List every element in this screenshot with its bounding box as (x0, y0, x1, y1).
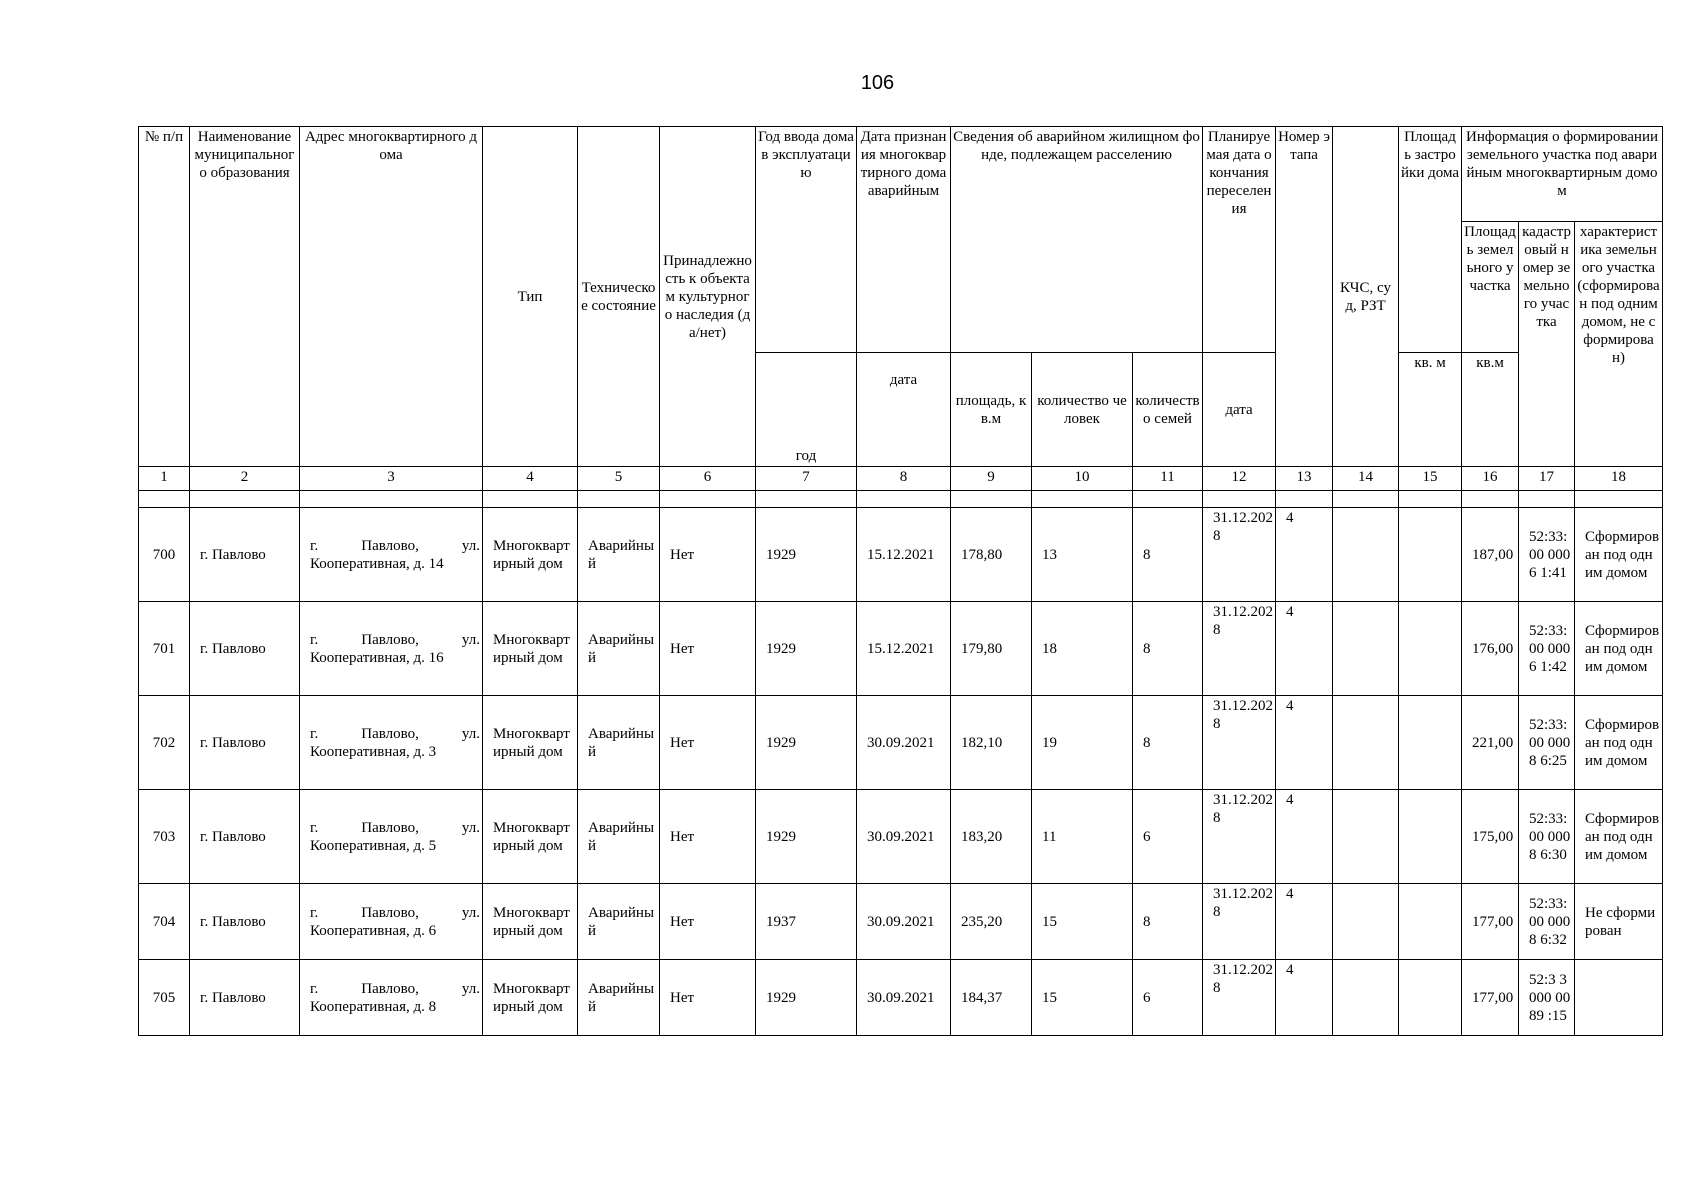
row-build-area (1399, 884, 1462, 960)
col-number: 6 (660, 467, 756, 491)
row-tech-state: Аварийный (578, 602, 660, 696)
row-type: Многоквартирный дом (483, 960, 578, 1036)
row-families: 8 (1133, 884, 1203, 960)
row-cadastre: 52:33:00 0008 6:32 (1519, 884, 1575, 960)
row-land-area: 177,00 (1462, 960, 1519, 1036)
row-type: Многоквартирный дом (483, 508, 578, 602)
row-num: 704 (139, 884, 190, 960)
row-cadastre: 52:33:00 0006 1:41 (1519, 508, 1575, 602)
unit-people: количество человек (1032, 353, 1133, 467)
row-municipality: г. Павлово (190, 884, 300, 960)
header-heritage: Принадлежность к объектам культурного наследия (да/нет) (660, 127, 756, 467)
header-build-area: Площадь застройки дома (1399, 127, 1462, 353)
col-number: 10 (1032, 467, 1133, 491)
row-people: 11 (1032, 790, 1133, 884)
row-end-date: 31.12.2028 (1203, 696, 1276, 790)
spacer-row (139, 491, 1663, 508)
unit-year: год (756, 353, 857, 467)
header-type: Тип (483, 127, 578, 467)
row-land-area: 175,00 (1462, 790, 1519, 884)
row-municipality: г. Павлово (190, 602, 300, 696)
row-end-date: 31.12.2028 (1203, 960, 1276, 1036)
row-cadastre: 52:33:00 0008 6:25 (1519, 696, 1575, 790)
row-end-date: 31.12.2028 (1203, 884, 1276, 960)
row-heritage: Нет (660, 602, 756, 696)
header-land-info: Информация о формировании земельного участка под аварийным многоквартирным домом (1462, 127, 1663, 222)
row-build-area (1399, 790, 1462, 884)
row-year: 1929 (756, 508, 857, 602)
unit-build-area: кв. м (1399, 353, 1462, 467)
row-kchs (1333, 790, 1399, 884)
row-address: г. Павлово, ул. Кооперативная, д. 6 (300, 884, 483, 960)
row-num: 700 (139, 508, 190, 602)
col-number: 7 (756, 467, 857, 491)
row-families: 8 (1133, 602, 1203, 696)
row-kchs (1333, 602, 1399, 696)
row-type: Многоквартирный дом (483, 884, 578, 960)
row-people: 15 (1032, 960, 1133, 1036)
row-stage: 4 (1276, 508, 1333, 602)
row-cadastre: 52:33:00 0006 1:42 (1519, 602, 1575, 696)
row-kchs (1333, 960, 1399, 1036)
col-number: 2 (190, 467, 300, 491)
row-build-area (1399, 960, 1462, 1036)
row-people: 15 (1032, 884, 1133, 960)
row-land-area: 187,00 (1462, 508, 1519, 602)
row-stage: 4 (1276, 602, 1333, 696)
col-number: 5 (578, 467, 660, 491)
row-area: 182,10 (951, 696, 1032, 790)
col-number: 1 (139, 467, 190, 491)
row-heritage: Нет (660, 884, 756, 960)
row-land-area: 221,00 (1462, 696, 1519, 790)
row-tech-state: Аварийный (578, 960, 660, 1036)
row-people: 19 (1032, 696, 1133, 790)
header-tech-state: Техническое состояние (578, 127, 660, 467)
row-area: 235,20 (951, 884, 1032, 960)
table-row (139, 790, 1663, 884)
row-cadastre: 52:33:00 0008 6:30 (1519, 790, 1575, 884)
row-kchs (1333, 884, 1399, 960)
row-year: 1929 (756, 696, 857, 790)
row-end-date: 31.12.2028 (1203, 508, 1276, 602)
header-land-area: Площадь земельного участка (1462, 222, 1519, 353)
row-year: 1929 (756, 602, 857, 696)
row-end-date: 31.12.2028 (1203, 790, 1276, 884)
col-number: 3 (300, 467, 483, 491)
unit-end-date: дата (1203, 353, 1276, 467)
row-stage: 4 (1276, 696, 1333, 790)
row-land-char (1575, 960, 1663, 1036)
unit-families: количество семей (1133, 353, 1203, 467)
row-type: Многоквартирный дом (483, 602, 578, 696)
row-emergency-date: 15.12.2021 (857, 602, 951, 696)
row-emergency-date: 15.12.2021 (857, 508, 951, 602)
row-stage: 4 (1276, 790, 1333, 884)
header-year: Год ввода дома в эксплуатацию (756, 127, 857, 353)
row-tech-state: Аварийный (578, 884, 660, 960)
row-land-char: Сформирован под одним домом (1575, 508, 1663, 602)
header-planned-end: Планируемая дата окончания переселения (1203, 127, 1276, 353)
row-heritage: Нет (660, 508, 756, 602)
row-tech-state: Аварийный (578, 696, 660, 790)
row-stage: 4 (1276, 960, 1333, 1036)
page-number: 106 (860, 72, 895, 94)
row-type: Многоквартирный дом (483, 790, 578, 884)
emergency-housing-table (138, 126, 1663, 1036)
unit-area: площадь, кв.м (951, 353, 1032, 467)
row-year: 1929 (756, 790, 857, 884)
col-number: 16 (1462, 467, 1519, 491)
col-number: 9 (951, 467, 1032, 491)
row-address: г. Павлово, ул. Кооперативная, д. 8 (300, 960, 483, 1036)
col-number: 12 (1203, 467, 1276, 491)
row-area: 184,37 (951, 960, 1032, 1036)
row-land-char: Сформирован под одним домом (1575, 790, 1663, 884)
table-row (139, 696, 1663, 790)
row-build-area (1399, 602, 1462, 696)
row-land-area: 177,00 (1462, 884, 1519, 960)
col-number: 11 (1133, 467, 1203, 491)
col-number: 14 (1333, 467, 1399, 491)
header-housing-info: Сведения об аварийном жилищном фонде, подлежащем расселению (951, 127, 1203, 353)
row-build-area (1399, 508, 1462, 602)
row-year: 1929 (756, 960, 857, 1036)
header-cadastre: кадастровый номер земельного участка (1519, 222, 1575, 467)
col-number: 15 (1399, 467, 1462, 491)
row-people: 13 (1032, 508, 1133, 602)
col-number: 8 (857, 467, 951, 491)
row-emergency-date: 30.09.2021 (857, 960, 951, 1036)
row-heritage: Нет (660, 960, 756, 1036)
row-municipality: г. Павлово (190, 696, 300, 790)
row-year: 1937 (756, 884, 857, 960)
row-municipality: г. Павлово (190, 960, 300, 1036)
row-cadastre: 52:3 3000 0089 :15 (1519, 960, 1575, 1036)
row-families: 6 (1133, 790, 1203, 884)
row-heritage: Нет (660, 790, 756, 884)
row-address: г. Павлово, ул. Кооперативная, д. 14 (300, 508, 483, 602)
row-address: г. Павлово, ул. Кооперативная, д. 16 (300, 602, 483, 696)
col-number: 13 (1276, 467, 1333, 491)
unit-date: дата (857, 353, 951, 467)
row-land-char: Не сформирован (1575, 884, 1663, 960)
row-people: 18 (1032, 602, 1133, 696)
row-area: 183,20 (951, 790, 1032, 884)
row-num: 702 (139, 696, 190, 790)
header-municipality: Наименование муниципального образования (190, 127, 300, 467)
row-families: 8 (1133, 508, 1203, 602)
row-area: 178,80 (951, 508, 1032, 602)
row-land-area: 176,00 (1462, 602, 1519, 696)
row-end-date: 31.12.2028 (1203, 602, 1276, 696)
table-row (139, 960, 1663, 1036)
row-area: 179,80 (951, 602, 1032, 696)
row-emergency-date: 30.09.2021 (857, 884, 951, 960)
unit-land-area: кв.м (1462, 353, 1519, 467)
row-stage: 4 (1276, 884, 1333, 960)
col-number: 18 (1575, 467, 1663, 491)
row-num: 705 (139, 960, 190, 1036)
row-tech-state: Аварийный (578, 790, 660, 884)
row-heritage: Нет (660, 696, 756, 790)
header-kchs: КЧС, суд, РЗТ (1333, 127, 1399, 467)
row-address: г. Павлово, ул. Кооперативная, д. 3 (300, 696, 483, 790)
row-build-area (1399, 696, 1462, 790)
row-emergency-date: 30.09.2021 (857, 696, 951, 790)
header-stage: Номер этапа (1276, 127, 1333, 467)
header-emergency-date: Дата признания многоквартирного дома аварийным (857, 127, 951, 353)
row-land-char: Сформирован под одним домом (1575, 602, 1663, 696)
table-row (139, 884, 1663, 960)
header-num: № п/п (139, 127, 190, 467)
row-kchs (1333, 508, 1399, 602)
row-kchs (1333, 696, 1399, 790)
row-address: г. Павлово, ул. Кооперативная, д. 5 (300, 790, 483, 884)
row-tech-state: Аварийный (578, 508, 660, 602)
col-number: 4 (483, 467, 578, 491)
row-families: 8 (1133, 696, 1203, 790)
header-land-char: характеристика земельного участка (сформирован под одним домом, не сформирован) (1575, 222, 1663, 467)
row-num: 703 (139, 790, 190, 884)
row-municipality: г. Павлово (190, 790, 300, 884)
header-address: Адрес многоквартирного дома (300, 127, 483, 467)
table-row (139, 602, 1663, 696)
row-families: 6 (1133, 960, 1203, 1036)
row-num: 701 (139, 602, 190, 696)
row-type: Многоквартирный дом (483, 696, 578, 790)
table-row (139, 508, 1663, 602)
col-number: 17 (1519, 467, 1575, 491)
row-land-char: Сформирован под одним домом (1575, 696, 1663, 790)
row-emergency-date: 30.09.2021 (857, 790, 951, 884)
row-municipality: г. Павлово (190, 508, 300, 602)
